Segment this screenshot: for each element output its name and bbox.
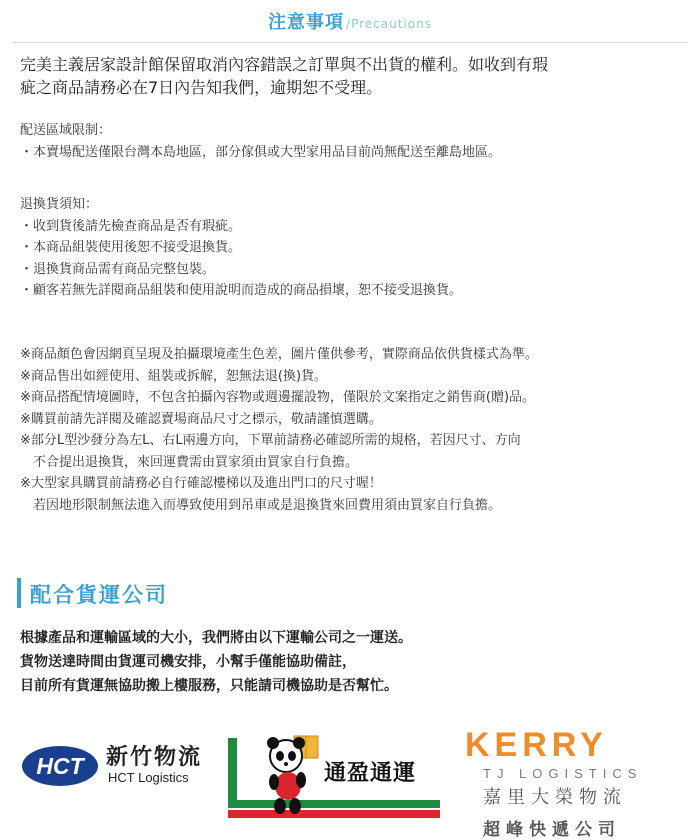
- delivery-section: [20, 120, 501, 163]
- shipping-line: 貨物送達時間由貨運司機安排，小幫手僅能協助備註，: [20, 654, 356, 670]
- title-subtitle: /Precautions: [346, 17, 432, 31]
- note-item-continued: 若因地形限制無法進入而導致使用到吊車或是退換貨來回費用須由買家自行負擔。: [33, 497, 502, 513]
- title-main: 注意事項: [268, 12, 345, 33]
- kerry-name-cn: 嘉里大榮物流: [483, 787, 627, 808]
- intro-line: 疵之商品請務必在7日內告知我們，逾期恕不受理。: [20, 78, 383, 97]
- tongying-name: 通盈通運: [324, 761, 417, 786]
- delivery-item: ・本賣場配送僅限台灣本島地區，部分傢俱或大型家用品目前尚無配送至離島地區。: [20, 144, 502, 160]
- hct-mark: HCT: [36, 753, 84, 779]
- kerry-tj-logistics: TJ LOGISTICS: [483, 766, 643, 781]
- note-item: ※大型家具購買前請務必自行確認樓梯以及進出門口的尺寸喔！: [20, 476, 382, 491]
- intro-line: 完美主義居家設計館保留取消內容錯誤之訂單與不出貨的權利。如收到有瑕: [20, 55, 549, 74]
- tongying-green-stripe: [228, 738, 237, 802]
- shipping-info: [20, 626, 412, 698]
- returns-item: ・顧客若無先詳閱商品組裝和使用說明而造成的商品損壞，恕不接受退換貨。: [20, 283, 463, 298]
- hct-name-cn: 新竹物流: [106, 745, 203, 770]
- returns-item: ・收到貨後請先檢查商品是否有瑕疵。: [20, 218, 242, 234]
- hct-name-en: HCT Logistics: [108, 770, 189, 785]
- shipping-line: 根據產品和運輸區域的大小，我們將由以下運輸公司之一運送。: [20, 630, 412, 646]
- note-item: ※商品搭配情境圖時，不包含拍攝內容物或週邊擺設物，僅限於文案指定之銷售商(贈)品。: [20, 390, 536, 405]
- note-item: ※部分L型沙發分為左L、右L兩邊方向，下單前請務必確認所需的規格，若因尺寸、方向: [20, 433, 521, 448]
- panda-mascot-icon: [264, 734, 322, 820]
- kerry-logo: [465, 728, 665, 840]
- note-item-continued: 不合提出退換貨，來回運費需由買家須由買家自行負擔。: [33, 454, 359, 470]
- page-title: [0, 8, 700, 34]
- tongying-green-band: [228, 800, 440, 808]
- returns-item: ・退換貨商品需有商品完整包裝。: [20, 261, 216, 277]
- kerry-express-cn: 超峰快遞公司: [483, 820, 621, 840]
- note-item: ※商品顏色會因網頁呈現及拍攝環境產生色差，圖片僅供參考，實際商品依供貨樣式為準。: [20, 347, 538, 362]
- note-item: ※購買前請先詳閱及確認賣場商品尺寸之標示，敬請謹慎選購。: [20, 411, 382, 427]
- note-item: ※商品售出如經使用、組裝或拆解，恕無法退(換)貨。: [20, 368, 328, 384]
- hct-emblem: [22, 746, 98, 786]
- partners-accent-bar: [17, 578, 21, 608]
- intro-notice: [20, 53, 685, 99]
- title-divider: [12, 42, 688, 43]
- tongying-red-band: [228, 810, 440, 818]
- kerry-wordmark: KERRY: [465, 726, 608, 764]
- returns-item: ・本商品組裝使用後恕不接受退換貨。: [20, 240, 242, 255]
- tongying-logo: [228, 738, 440, 832]
- notes-section: [20, 344, 538, 516]
- returns-section: [20, 194, 462, 302]
- shipping-line: 目前所有貨運無協助搬上樓服務，只能請司機協助是否幫忙。: [20, 678, 398, 694]
- carrier-logos: [0, 720, 700, 840]
- delivery-heading: 配送區域限制：: [20, 123, 112, 138]
- partners-heading: 配合貨運公司: [30, 583, 168, 607]
- returns-heading: 退換貨須知：: [20, 197, 99, 212]
